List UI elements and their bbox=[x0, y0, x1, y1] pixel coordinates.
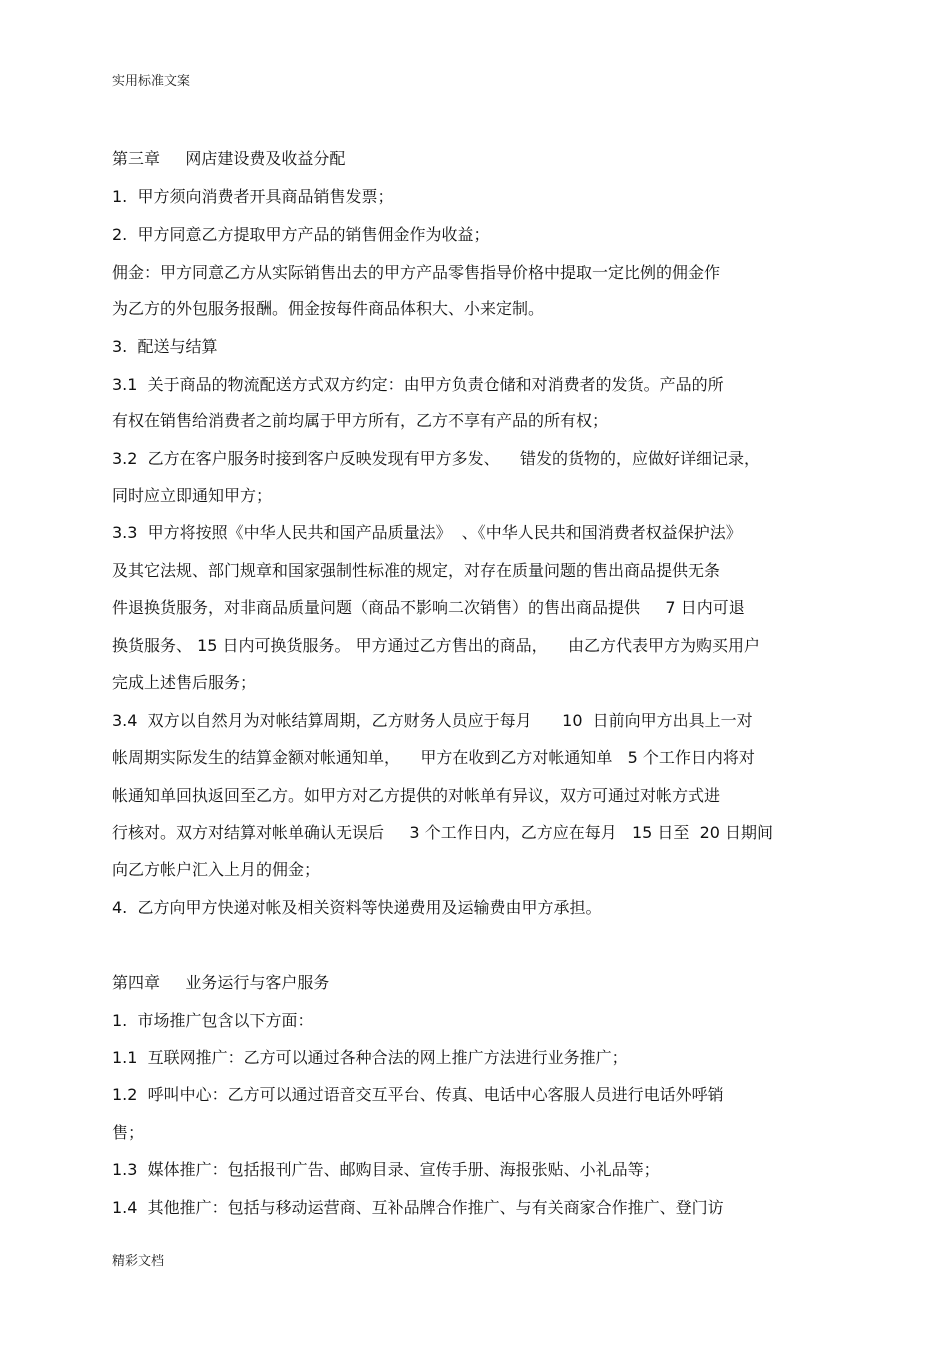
paragraph-line: 3.3 甲方将按照《中华人民共和国产品质量法》 、《中华人民共和国消费者权益保护法》 bbox=[112, 523, 742, 542]
paragraph-line: 为乙方的外包服务报酬。佣金按每件商品体积大、小来定制。 bbox=[112, 299, 545, 318]
paragraph-line: 3.2 乙方在客户服务时接到客户反映发现有甲方多发、 错发的货物的，应做好详细记录， bbox=[112, 449, 760, 468]
paragraph-line: 行核对。双方对结算对帐单确认无误后 3 个工作日内，乙方应在每月 15 日至 20 日期间 bbox=[112, 823, 774, 842]
paragraph-line: 3.4 双方以自然月为对帐结算周期，乙方财务人员应于每月 10 日前向甲方出具上一对 bbox=[112, 711, 753, 730]
page-header: 实用标准文案 bbox=[112, 74, 191, 89]
paragraph-line: 1.1 互联网推广：乙方可以通过各种合法的网上推广方法进行业务推广； bbox=[112, 1048, 628, 1067]
paragraph-line: 向乙方帐户汇入上月的佣金； bbox=[112, 860, 321, 879]
paragraph-line: 同时应立即通知甲方； bbox=[112, 486, 273, 505]
chapter-3-title: 第三章 网店建设费及收益分配 bbox=[112, 149, 346, 168]
paragraph-line: 有权在销售给消费者之前均属于甲方所有，乙方不享有产品的所有权； bbox=[112, 411, 609, 430]
paragraph-line: 3.1 关于商品的物流配送方式双方约定：由甲方负责仓储和对消费者的发货。产品的所 bbox=[112, 375, 724, 394]
paragraph-line: 1.2 呼叫中心：乙方可以通过语音交互平台、传真、电话中心客服人员进行电话外呼销 bbox=[112, 1085, 724, 1104]
paragraph-line: 4. 乙方向甲方快递对帐及相关资料等快递费用及运输费由甲方承担。 bbox=[112, 898, 602, 917]
paragraph-line: 帐通知单回执返回至乙方。如甲方对乙方提供的对帐单有异议，双方可通过对帐方式进 bbox=[112, 786, 721, 805]
paragraph-line: 1. 甲方须向消费者开具商品销售发票； bbox=[112, 187, 394, 206]
paragraph-line: 帐周期实际发生的结算金额对帐通知单， 甲方在收到乙方对帐通知单 5 个工作日内将对 bbox=[112, 748, 755, 767]
paragraph-line: 1.4 其他推广：包括与移动运营商、互补品牌合作推广、与有关商家合作推广、登门访 bbox=[112, 1198, 724, 1217]
chapter-4-title: 第四章 业务运行与客户服务 bbox=[112, 973, 330, 992]
paragraph-line: 2. 甲方同意乙方提取甲方产品的销售佣金作为收益； bbox=[112, 225, 490, 244]
page-footer: 精彩文档 bbox=[112, 1254, 165, 1269]
paragraph-line: 1. 市场推广包含以下方面： bbox=[112, 1011, 314, 1030]
paragraph-line: 件退换货服务，对非商品质量问题（商品不影响二次销售）的售出商品提供 7 日内可退 bbox=[112, 598, 745, 617]
paragraph-line: 及其它法规、部门规章和国家强制性标准的规定，对存在质量问题的售出商品提供无条 bbox=[112, 561, 721, 580]
paragraph-line: 换货服务、 15 日内可换货服务。 甲方通过乙方售出的商品， 由乙方代表甲方为购买用户 bbox=[112, 636, 760, 655]
paragraph-line: 3. 配送与结算 bbox=[112, 337, 218, 356]
paragraph-line: 佣金：甲方同意乙方从实际销售出去的甲方产品零售指导价格中提取一定比例的佣金作 bbox=[112, 263, 721, 282]
paragraph-line: 1.3 媒体推广：包括报刊广告、邮购目录、宣传手册、海报张贴、小礼品等； bbox=[112, 1160, 660, 1179]
paragraph-line: 完成上述售后服务； bbox=[112, 673, 257, 692]
paragraph-line: 售； bbox=[112, 1123, 145, 1142]
